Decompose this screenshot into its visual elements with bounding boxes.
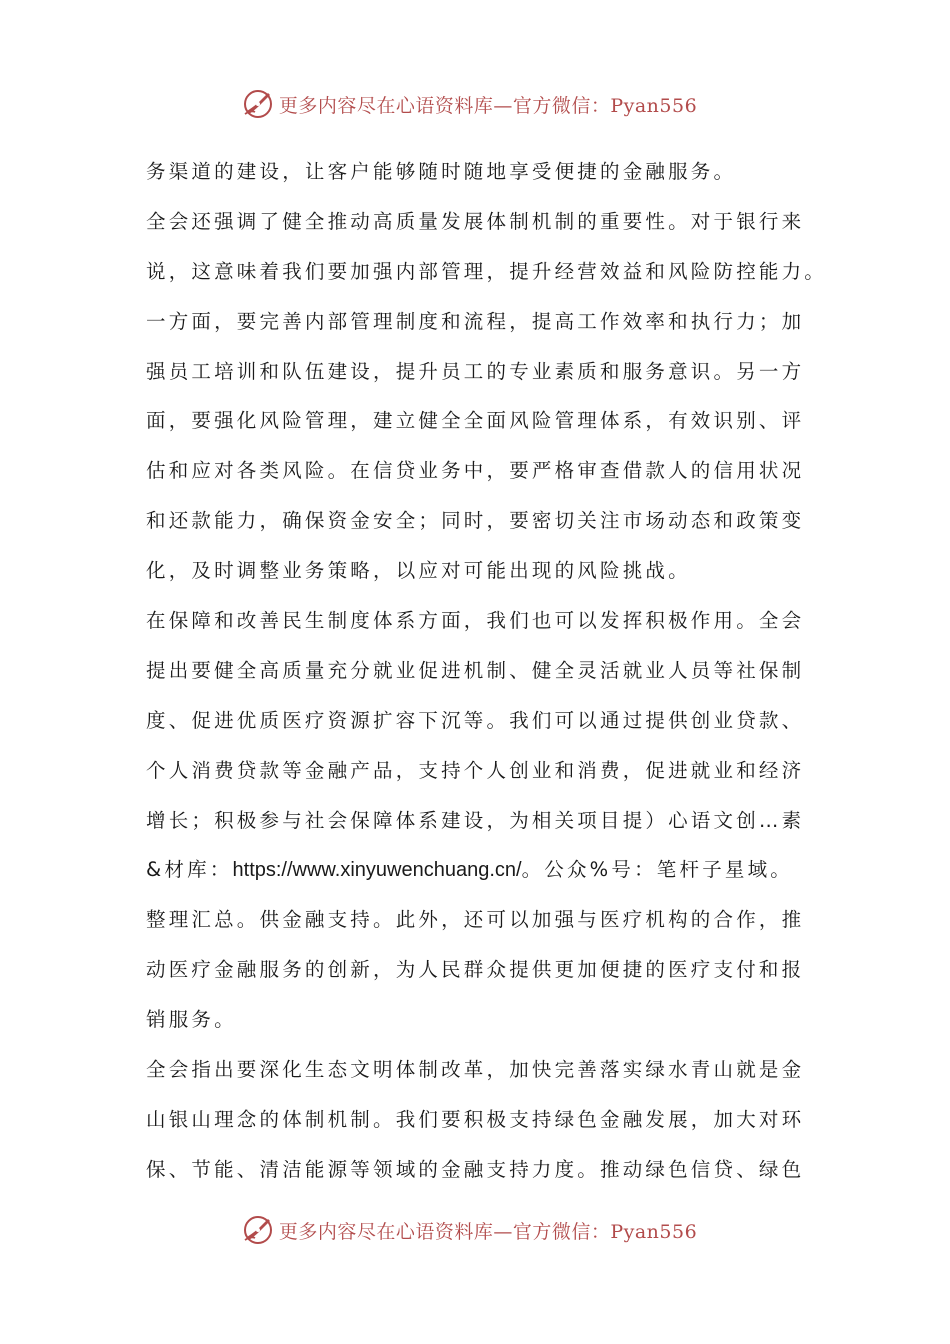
body-line: 动医疗金融服务的创新，为人民群众提供更加便捷的医疗支付和报 bbox=[146, 958, 805, 982]
header-banner bbox=[0, 82, 950, 126]
footer-banner bbox=[0, 1208, 950, 1252]
body-line: 全会还强调了健全推动高质量发展体制机制的重要性。对于银行来 bbox=[146, 209, 805, 233]
body-line: 山银山理念的体制机制。我们要积极支持绿色金融发展，加大对环 bbox=[146, 1107, 805, 1131]
url-line-suffix: 。公众%号：笔杆子星域。 bbox=[521, 858, 793, 882]
body-line: 整理汇总。供金融支持。此外，还可以加强与医疗机构的合作，推 bbox=[146, 908, 805, 932]
body-line: 面，要强化风险管理，建立健全全面风险管理体系，有效识别、评 bbox=[146, 409, 805, 433]
header-banner-inner bbox=[241, 87, 697, 121]
body-line: 强员工培训和队伍建设，提升员工的专业素质和服务意识。另一方 bbox=[146, 359, 805, 383]
body-line: 销服务。 bbox=[146, 1008, 237, 1032]
body-line: 说，这意味着我们要加强内部管理，提升经营效益和风险防控能力。 bbox=[146, 259, 828, 283]
body-line: 增长；积极参与社会保障体系建设，为相关项目提）心语文创…素 bbox=[146, 808, 805, 832]
body-line: 和还款能力，确保资金安全；同时，要密切关注市场动态和政策变 bbox=[146, 509, 805, 533]
body-line: 在保障和改善民生制度体系方面，我们也可以发挥积极作用。全会 bbox=[146, 609, 805, 633]
body-line-url bbox=[146, 845, 816, 895]
body-line: 个人消费贷款等金融产品，支持个人创业和消费，促进就业和经济 bbox=[146, 758, 805, 782]
body-line: 估和应对各类风险。在信贷业务中，要严格审查借款人的信用状况 bbox=[146, 459, 805, 483]
body-line: 保、节能、清洁能源等领域的金融支持力度。推动绿色信贷、绿色 bbox=[146, 1157, 805, 1181]
pen-circle-logo-icon bbox=[241, 87, 275, 121]
pen-circle-logo-icon bbox=[241, 1213, 275, 1247]
footer-banner-inner bbox=[241, 1213, 697, 1247]
body-line: 全会指出要深化生态文明体制改革，加快完善落实绿水青山就是金 bbox=[146, 1058, 805, 1082]
body-line: 提出要健全高质量充分就业促进机制、健全灵活就业人员等社保制 bbox=[146, 658, 805, 682]
header-banner-text: 更多内容尽在心语资料库—官方微信：Pyan556 bbox=[278, 94, 698, 117]
body-line: 度、促进优质医疗资源扩容下沉等。我们可以通过提供创业贷款、 bbox=[146, 708, 805, 732]
url-line-prefix: &材库： bbox=[146, 858, 233, 882]
site-url-link[interactable]: https://www.xinyuwenchuang.cn/ bbox=[232, 859, 522, 882]
body-line: 务渠道的建设，让客户能够随时随地享受便捷的金融服务。 bbox=[146, 160, 737, 183]
body-line: 一方面，要完善内部管理制度和流程，提高工作效率和执行力；加 bbox=[146, 309, 805, 333]
document-body bbox=[146, 147, 828, 1195]
body-line: 化，及时调整业务策略，以应对可能出现的风险挑战。 bbox=[146, 559, 691, 583]
footer-banner-text: 更多内容尽在心语资料库—官方微信：Pyan556 bbox=[278, 1220, 698, 1243]
